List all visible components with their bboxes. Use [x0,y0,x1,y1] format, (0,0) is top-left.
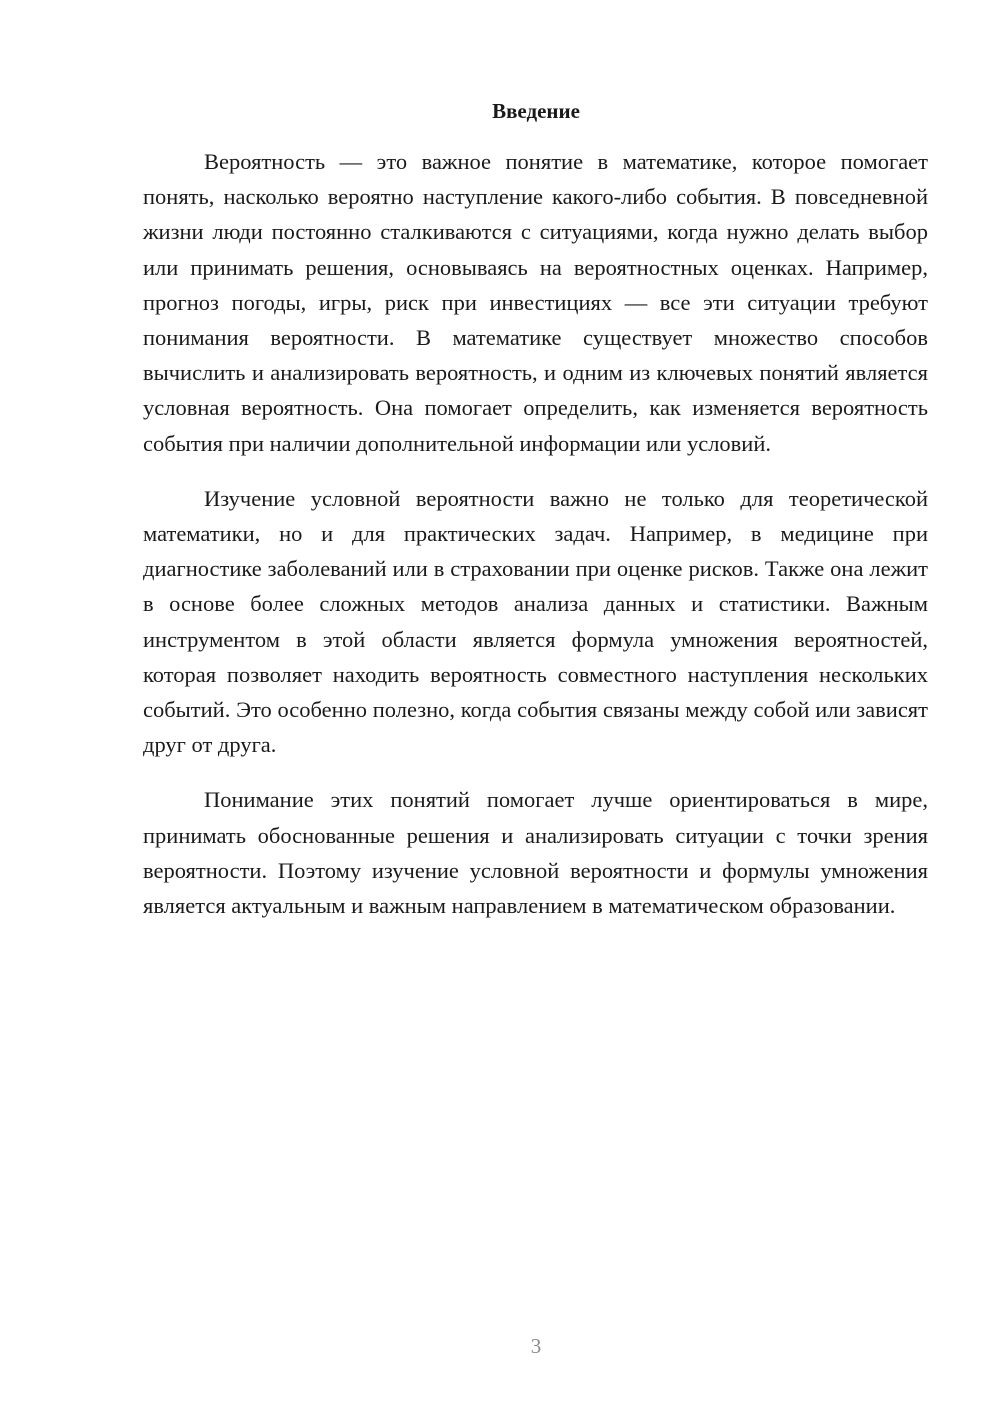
paragraph-2: Изучение условной вероятности важно не только для теоретической математики, но и для практических задач. Например, в медицине при диагностике заболеваний или в страховании при оценке рисков. Также она лежит в основе более сложных методов анализа данных и статистики. Важным инструментом в этой области является формула умножения вероятностей, которая позволяет находить вероятность совместного наступления нескольких событий. Это особенно полезно, когда события связаны между собой или зависят друг от друга. [143,485,928,758]
body-text [143,144,928,943]
paragraph-3: Понимание этих понятий помогает лучше ориентироваться в мире, принимать обоснованные решения и анализировать ситуации с точки зрения вероятности. Поэтому изучение условной вероятности и формулы умножения является актуальным и важным направлением в математическом образовании. [143,787,928,919]
paragraph-1: Вероятность — это важное понятие в математике, которое помогает понять, насколько вероятно наступление какого-либо события. В повседневной жизни люди постоянно сталкиваются с ситуациями, когда нужно делать выбор или принимать решения, основываясь на вероятностных оценках. Например, прогноз погоды, игры, риск при инвестициях — все эти ситуации требуют понимания вероятности. В математике существует множество способов вычислить и анализировать вероятность, и одним из ключевых понятий является условная вероятность. Она помогает определить, как изменяется вероятность события при наличии дополнительной информации или условий. [143,149,928,456]
page-number: 3 [530,1334,542,1358]
section-title: Введение [492,99,580,123]
